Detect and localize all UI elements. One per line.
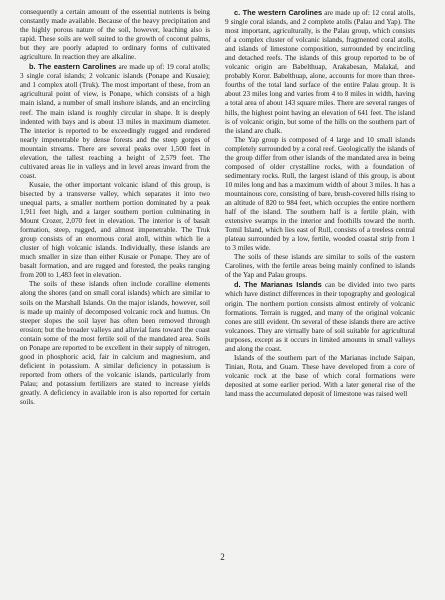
paragraph (20, 62, 210, 181)
section-heading: c. The western Carolines (234, 8, 323, 17)
left-column (20, 8, 210, 407)
paragraph: consequently a certain amount of the essential nutrients is being constantly made available. Because of the heavy precipitation and the highly porous nature of the soil, however, leaching also is rapid. These soils are well suited to the growth of coconut palms, but they are poorly adapted to ordinary forms of cultivated agriculture. In reaction they are alkaline. (20, 8, 210, 62)
paragraph: The soils of these islands are similar to soils of the eastern Carolines, with the fertile areas being mainly confined to islands of the Yap and Palau groups. (225, 253, 415, 280)
paragraph: The Yap group is composed of 4 large and 10 small islands completely surrounded by a coral reef. Geologically the islands of the group differ from other islands of the mandated area in being composed of older crystalline rocks, with a foundation of sedimentary rocks. Rull, the largest island of this group, is about 10 miles long and has a maximum width of about 3 miles. It has a mountainous core, consisting of bare, brush-covered hills rising to an altitude of 820 to 984 feet, which occupies the entire northern half of the island. The southern half is a fertile plain, with extensive swamps in the interior and foothills toward the north. Tomil Island, which lies east of Rull, consists of a treeless central plateau surrounded by a low, fertile, wooded coastal strip from 1 to 3 miles wide. (225, 135, 415, 253)
right-column (225, 8, 415, 399)
paragraph: The soils of these islands often include coralline elements along the shores (and on small coral islands) which are similar to soils on the Marshall Islands. On the major islands, however, soil is made up mainly of decomposed volcanic rock and humus. On steeper slopes the soil layer has often been removed through erosion; but the broader valleys and alluvial fans toward the coast contain some of the most fertile soil of the mandated area. Soils on Ponape are reported to be excellent in their supply of nitrogen, good in phosphoric acid, fair in calcium and magnesium, and deficient in potassium. A similar deficiency in potassium is reported from others of the volcanic islands, particularly from Palau; and potassium fertilizers are stated to increase yields greatly. A deficiency in available iron is also reported for certain soils. (20, 280, 210, 407)
paragraph: Islands of the southern part of the Marianas include Saipan, Tinian, Rota, and Guam. These have developed from a core of volcanic rock at the base of which coral formations were deposited at some earlier period. With a later general rise of the land mass the accumulated deposit of limestone was raised well (225, 353, 415, 398)
page-number: 2 (220, 552, 225, 562)
paragraph (225, 8, 415, 136)
paragraph: Kusaie, the other important volcanic island of this group, is bisected by a transverse valley, which separates it into two unequal parts, a smaller northern portion dominated by a peak 1,911 feet high, and a larger southern portion culminating in Mount Crozer, 2,070 feet in elevation. The interior is of basalt formation, steep, rugged, and almost impenetrable. The Truk group consists of an enormous coral atoll, within which lie a cluster of high volcanic islands. Individually, these islands are much smaller in size than either Kusaie or Ponape. They are of basalt formation, and are rugged and forested, the peaks ranging from 200 to 1,483 feet in elevation. (20, 180, 210, 280)
section-heading: b. The eastern Carolines (29, 62, 117, 72)
section-heading: d. The Marianas Islands (234, 280, 322, 290)
paragraph (225, 280, 415, 353)
section-text: are made up of: 19 coral atolls; 3 single coral islands; 2 volcanic islands (Ponape and Kusaie); and 1 complex atoll (Truk). The most important of these, from an agricultural point of view, is Ponape, which consists of a high main island, a number of small inshore islands, and an encircling reef. The main island is roughly circular in shape. It is deeply indented with bays and is about 13 miles in maximum diameter. The interior is reported to be exceedingly rugged and rendered nearly impenetrable by dense forests and the steep gorges of mountain streams. There are several peaks over 1,500 feet in elevation, the tallest reaching a height of 2,579 feet. The cultivated areas lie in valleys and in level areas inward from the coast. (20, 63, 210, 180)
section-text: can be divided into two parts which have distinct differences in their topography and geological origin. The northern portion consists almost entirely of volcanic formations. Terrain is rugged, and many of the original volcanic cones are still evident. On several of these islands there are active volcanoes. They are virtually bare of soil suitable for agricultural purposes, except as it occurs in limited amounts in small valleys and along the coast. (225, 281, 415, 353)
section-text: are made up of: 12 coral atolls, 9 single coral islands, and 2 complete atolls (Palau and Yap). The most important, agriculturally, is the Palau group, which consists of a complex cluster of volcanic islands, fragmented coral atolls, and islands of limestone composition, surrounded by encircling and detached reefs. The islands of this group reported to be of volcanic origin are Babelthuap, Arakabesan, Malakal, and probably Koror. Babelthuap, alone, accounts for more than three-fourths of the total land surface of the entire Palau group. It is about 23 miles long and varies from 4 to 8 miles in width, having a total area of about 143 square miles. There are several ranges of hills, the highest point having an elevation of 641 feet. The island is of volcanic origin, but some of the hills on the southern part of the island are chalk. (225, 9, 415, 135)
